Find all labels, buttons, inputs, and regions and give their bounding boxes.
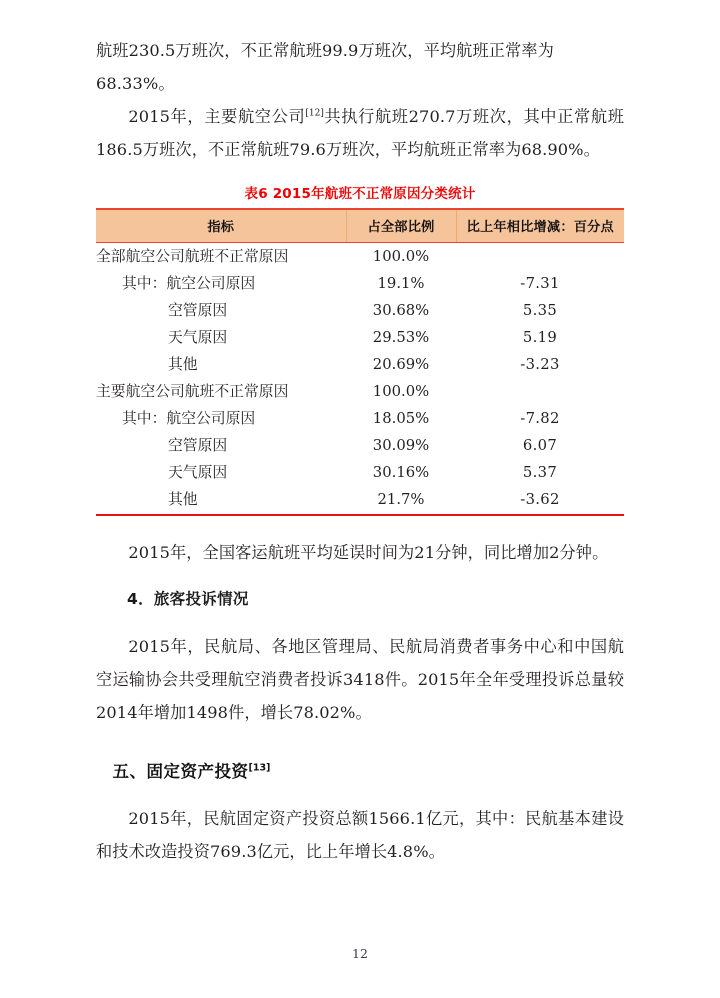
cell-change (456, 243, 624, 271)
cell-indicator: 空管原因 (168, 436, 228, 454)
cell-share: 29.53% (372, 328, 430, 346)
table-header (96, 209, 624, 243)
cell-change: -3.23 (520, 355, 560, 373)
cell-share: 18.05% (372, 409, 430, 427)
paragraph-major-airlines (96, 100, 624, 166)
cell-indicator: 全部航空公司航班不正常原因 (96, 247, 289, 265)
table-row (96, 243, 624, 271)
cell-change: 6.07 (522, 436, 558, 454)
paragraph-text-after-ref: 共执行航班270.7万班次，其中正常航班186.5万班次，不正常航班79.6万班次，平均航班正常率为68.90%。 (96, 107, 624, 159)
cell-share: 20.69% (372, 355, 430, 373)
column-header-change: 比上年相比增减：百分点 (456, 209, 624, 243)
paragraph-complaints-detail: 2015年，民航局、各地区管理局、民航局消费者事务中心和中国航空运输协会共受理航空消费者投诉3418件。2015年全年受理投诉总量较2014年增加1498件，增长78.02%。 (96, 636, 624, 722)
cell-change: -7.82 (520, 409, 560, 427)
table-header-row (96, 209, 624, 243)
footnote-ref-13: [13] (248, 762, 271, 773)
heading-fixed-asset-investment (96, 755, 624, 788)
table-row (96, 432, 624, 459)
cell-indicator: 空管原因 (168, 301, 228, 319)
table-body (96, 243, 624, 515)
cell-change (456, 378, 624, 405)
cell-indicator: 天气原因 (168, 328, 228, 346)
cell-share: 30.09% (372, 436, 430, 454)
cell-change: -3.62 (456, 486, 624, 515)
paragraph-text-line2: 68.33%。 (96, 74, 175, 93)
cell-share: 21.7% (346, 486, 456, 515)
page-number: 12 (352, 946, 368, 961)
cell-share: 30.16% (372, 463, 430, 481)
cell-indicator: 天气原因 (168, 463, 228, 481)
cell-indicator: 主要航空公司航班不正常原因 (96, 382, 289, 400)
statistics-table (96, 208, 624, 516)
table-row (96, 405, 624, 432)
cell-change: 5.19 (522, 328, 558, 346)
cell-indicator: 其中：航空公司原因 (122, 274, 256, 292)
cell-share: 30.68% (372, 301, 430, 319)
cell-change: 5.37 (522, 463, 558, 481)
table-row (96, 297, 624, 324)
table-row (96, 459, 624, 486)
table-row (96, 324, 624, 351)
table-row (96, 378, 624, 405)
cell-share: 100.0% (372, 382, 430, 400)
cell-indicator: 其中：航空公司原因 (122, 409, 256, 427)
paragraph-flight-normal-rate (96, 34, 624, 100)
table-row (96, 270, 624, 297)
paragraph-average-delay: 2015年，全国客运航班平均延误时间为21分钟，同比增加2分钟。 (128, 542, 609, 562)
cell-share: 100.0% (372, 247, 430, 265)
cell-indicator: 其他 (96, 486, 346, 515)
table-caption: 表6 2015年航班不正常原因分类统计 (244, 186, 476, 202)
cell-indicator: 其他 (168, 355, 198, 373)
column-header-share: 占全部比例 (346, 209, 456, 243)
paragraph-text-before-ref: 2015年，主要航空公司 (128, 107, 306, 126)
table-row (96, 486, 624, 515)
column-header-indicator: 指标 (96, 209, 346, 243)
table-block-irregular-flight-causes (96, 184, 624, 516)
heading-passenger-complaints: 4．旅客投诉情况 (127, 589, 249, 608)
paragraph-investment-detail: 2015年，民航固定资产投资总额1566.1亿元，其中：民航基本建设和技术改造投资769.3亿元，比上年增长4.8%。 (96, 808, 624, 861)
table-row (96, 351, 624, 378)
cell-change: 5.35 (522, 301, 558, 319)
cell-share: 19.1% (377, 274, 425, 292)
heading-text: 五、固定资产投资 (112, 761, 249, 781)
cell-change: -7.31 (520, 274, 560, 292)
paragraph-text-line1: 航班230.5万班次，不正常航班99.9万班次，平均航班正常率为 (96, 41, 554, 60)
page-content (96, 34, 624, 868)
footnote-ref-12: [12] (305, 108, 324, 119)
